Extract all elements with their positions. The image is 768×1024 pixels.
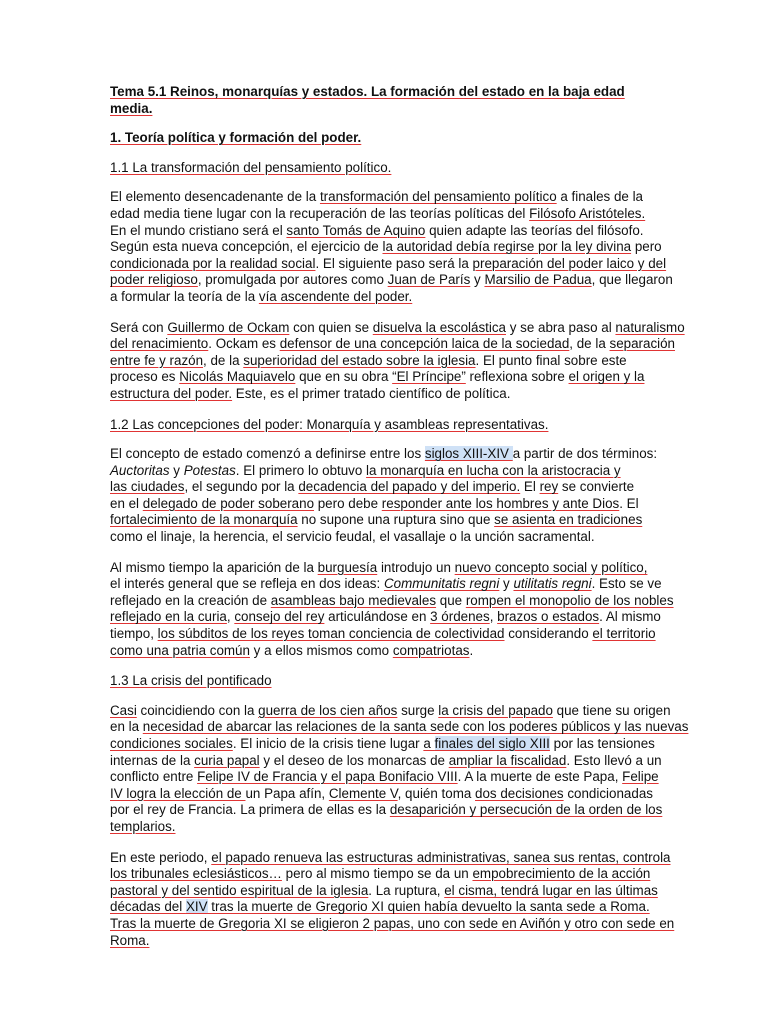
text-line: El concepto de estado comenzó a definirse entre los siglos XIII-XIV a partir de dos términos:	[110, 446, 658, 462]
text-line: poder religioso, promulgada por autores como Juan de París y Marsilio de Padua, que llegaron	[110, 272, 673, 288]
text-line: condicionada por la realidad social. El siguiente paso será la preparación del poder laico y del	[110, 255, 667, 271]
text-line: Roma.	[110, 932, 150, 948]
text-line: proceso es Nicolás Maquiavelo que en su obra “El Príncipe” reflexiona sobre el origen y la	[110, 369, 645, 385]
text-line: edad media tiene lugar con la recuperación de las teorías políticas del Filósofo Aristóteles.	[110, 205, 646, 221]
paragraph-cisma	[110, 849, 675, 950]
text-line: por el rey de Francia. La primera de ellas es la desaparición y persecución de la orden de los	[110, 802, 663, 818]
text-line: Según esta nueva concepción, el ejercicio de la autoridad debía regirse por la ley divina pero	[110, 239, 662, 255]
text-line: del renacimiento. Ockam es defensor de una concepción laica de la sociedad, de la separación	[110, 336, 676, 352]
text-line: como una patria común y a ellos mismos como compatriotas.	[110, 642, 474, 658]
text-line: las ciudades, el segundo por la decadencia del papado y del imperio. El rey se convierte	[110, 479, 635, 495]
document-title: Tema 5.1 Reinos, monarquías y estados. La formación del estado en la baja edad media.	[110, 84, 625, 116]
text-line: reflejado en la creación de asambleas bajo medievales que rompen el monopolio de los nobles	[110, 592, 674, 608]
text-line: Al mismo tiempo la aparición de la burguesía introdujo un nuevo concepto social y político,	[110, 559, 648, 575]
text-line: como el linaje, la herencia, el servicio feudal, el vasallaje o la unción sacramental.	[110, 529, 595, 545]
subsection-heading-1-3: 1.3 La crisis del pontificado	[110, 673, 272, 689]
text-line: fortalecimiento de la monarquía no supone una ruptura sino que se asienta en tradiciones	[110, 512, 643, 528]
text-line: Tras la muerte de Gregoria XI se eligieron 2 papas, uno con sede en Aviñón y otro con sede en	[110, 915, 675, 931]
paragraph-burguesia	[110, 559, 674, 660]
paragraph-pensamiento-politico	[110, 189, 673, 305]
text-line: estructura del poder. Este, es el primer tratado científico de política.	[110, 385, 511, 401]
text-line: entre fe y razón, de la superioridad del estado sobre la iglesia. El punto final sobre este	[110, 352, 627, 368]
paragraph-crisis-papado	[110, 702, 689, 836]
text-line: Será con Guillermo de Ockam con quien se disuelva la escolástica y se abra paso al naturalismo	[110, 319, 685, 335]
text-line: el interés general que se refleja en dos ideas: Communitatis regni y utilitatis regni. Esto se ve	[110, 576, 662, 592]
paragraph-concepto-estado	[110, 446, 668, 546]
text-line: a formular la teoría de la vía ascendente del poder.	[110, 288, 413, 304]
subsection-heading-1-1: 1.1 La transformación del pensamiento político.	[110, 159, 392, 175]
text-line: reflejado en la curia, consejo del rey articulándose en 3 órdenes, brazos o estados. Al mismo	[110, 609, 661, 625]
text-line: En este periodo, el papado renueva las estructuras administrativas, sanea sus rentas, controla	[110, 849, 671, 865]
text-line: los tribunales eclesiásticos… pero al mismo tiempo se da un empobrecimiento de la acción	[110, 866, 651, 882]
text-line: pastoral y del sentido espiritual de la iglesia. La ruptura, el cisma, tendrá lugar en las últimas	[110, 882, 658, 898]
text-line: en el delegado de poder soberano pero debe responder ante los hombres y ante Dios. El	[110, 495, 639, 511]
text-line: Casi coincidiendo con la guerra de los cien años surge la crisis del papado que tiene su origen	[110, 702, 671, 718]
text-line: conflicto entre Felipe IV de Francia y el papa Bonifacio VIII. A la muerte de este Papa, Felipe	[110, 769, 659, 785]
text-line: tiempo, los súbditos de los reyes toman conciencia de colectividad considerando el territorio	[110, 626, 656, 642]
text-line: internas de la curia papal y el deseo de los monarcas de ampliar la fiscalidad. Esto llevó a un	[110, 752, 662, 768]
text-line: IV logra la elección de un Papa afín, Clemente V, quién toma dos decisiones condicionadas	[110, 785, 653, 801]
paragraph-ockam	[110, 319, 685, 403]
text-line: condiciones sociales. El inicio de la crisis tiene lugar a finales del siglo XIII por las tensiones	[110, 736, 655, 751]
text-line: Auctoritas y Potestas. El primero lo obtuvo la monarquía en lucha con la aristocracia y	[110, 462, 621, 478]
text-line: templarios.	[110, 818, 176, 834]
subsection-heading-1-2: 1.2 Las concepciones del poder: Monarquía y asambleas representativas.	[110, 416, 549, 432]
text-line: El elemento desencadenante de la transformación del pensamiento político a finales de la	[110, 189, 644, 205]
text-line: décadas del XIV tras la muerte de Gregorio XI quien había devuelto la santa sede a Roma.	[110, 899, 650, 915]
text-line: en la necesidad de abarcar las relaciones de la santa sede con los poderes públicos y las nuevas	[110, 719, 689, 735]
text-line: En el mundo cristiano será el santo Tomás de Aquino quien adapte las teorías del filósofo.	[110, 222, 644, 238]
section-heading-1: 1. Teoría política y formación del poder.	[110, 130, 362, 146]
